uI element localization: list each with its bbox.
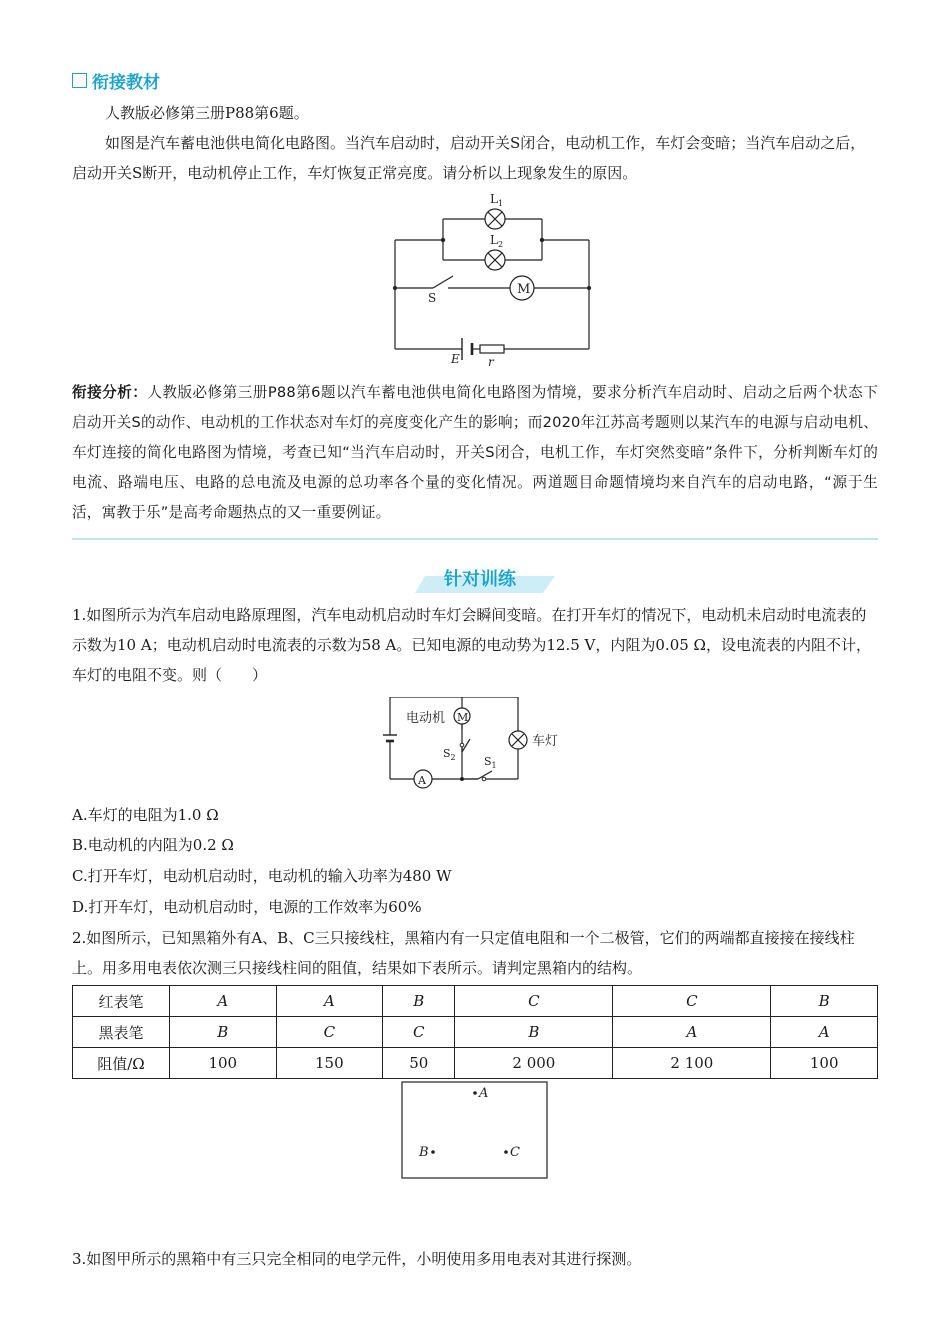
terminal-A: A (479, 1086, 489, 1101)
measurement-table (72, 985, 878, 1079)
table-cell: B (771, 986, 878, 1017)
label-resistor: r (488, 355, 494, 368)
table-cell: B (170, 1017, 277, 1048)
q1-option-c: C.打开车灯，电动机启动时，电动机的输入功率为480 W (72, 867, 452, 885)
q1-option-b: B.电动机的内阻为0.2 Ω (72, 836, 234, 854)
table-cell: C (455, 986, 613, 1017)
table-cell: 100 (771, 1048, 878, 1079)
label-L1: $L_1$ (490, 192, 504, 208)
table-row-header: 红表笔 (73, 986, 170, 1017)
terminal-B: B (419, 1145, 429, 1160)
car-battery-circuit-diagram (380, 188, 600, 368)
q1-option-d: D.打开车灯，电动机启动时，电源的工作效率为60% (72, 898, 422, 916)
table-cell: 2 100 (613, 1048, 771, 1079)
intro-paragraph: 如图是汽车蓄电池供电简化电路图。当汽车启动时，启动开关S闭合，电动机工作，车灯会变暗；当汽车启动之后，启动开关S断开，电动机停止工作，车灯恢复正常亮度。请分析以上现象发生的原因。 (72, 134, 866, 182)
terminal-C: C (510, 1145, 520, 1160)
label-S1: $S_1$ (484, 755, 497, 770)
section-header-text: 衔接教材 (92, 73, 160, 93)
table-cell: 50 (383, 1048, 455, 1079)
q1-stem: 1.如图所示为汽车启动电路原理图，汽车电动机启动时车灯会瞬间变暗。在打开车灯的情况下，电动机未启动时电流表的示数为10 A；电动机启动时电流表的示数为58 A。已知电源的电动势为12.5 V，内阻为0.05 Ω，设电流表的内阻不计，车灯的电阻不变。则（ ） (72, 606, 871, 684)
label-S2: $S_2$ (443, 747, 456, 762)
section-divider (72, 538, 878, 540)
section-header (72, 68, 160, 93)
textbook-ref: 人教版必修第三册P88第6题。 (105, 104, 309, 122)
training-banner-text: 针对训练 (444, 569, 516, 590)
q3-stem: 3.如图甲所示的黑箱中有三只完全相同的电学元件，小明使用多用电表对其进行探测。 (72, 1250, 642, 1268)
table-cell: C (276, 1017, 383, 1048)
table-cell: 100 (170, 1048, 277, 1079)
table-row-header: 阻值/Ω (73, 1048, 170, 1079)
table-cell: A (276, 986, 383, 1017)
table-cell: 2 000 (455, 1048, 613, 1079)
q1-option-a: A.车灯的电阻为1.0 Ω (72, 806, 219, 824)
table-row (73, 986, 878, 1017)
analysis-label: 衔接分析： (72, 384, 148, 401)
checkbox-square-icon (72, 73, 87, 88)
table-cell: A (771, 1017, 878, 1048)
table-cell: C (383, 1017, 455, 1048)
table-row (73, 1017, 878, 1048)
table-cell: A (613, 1017, 771, 1048)
table-cell: 150 (276, 1048, 383, 1079)
analysis-text: 人教版必修第三册P88第6题以汽车蓄电池供电简化电路图为情境，要求分析汽车启动时、启动之后两个状态下启动开关S的动作、电动机的工作状态对车灯的亮度变化产生的影响；而2020年江苏高考题则以某汽车的电源与启动电机、车灯连接的简化电路图为情境，考查已知“当汽车启动时，开关S闭合，电机工作，车灯突然变暗”条件下，分析判断车灯的电流、路端电压、电路的总电流及电源的总功率各个量的变化情况。两道题目命题情境均来自汽车的启动电路，“源于生活，寓教于乐”是高考命题热点的又一重要例证。 (72, 384, 878, 521)
black-box-diagram (400, 1080, 550, 1180)
label-motor-text: 电动机 (406, 711, 446, 726)
table-cell: B (383, 986, 455, 1017)
analysis-paragraph (72, 378, 878, 528)
table-cell: C (613, 986, 771, 1017)
training-banner (415, 566, 555, 594)
table-cell: B (455, 1017, 613, 1048)
label-lamp-text: 车灯 (532, 734, 559, 749)
label-emf: E (451, 352, 460, 366)
table-row-header: 黑表笔 (73, 1017, 170, 1048)
label-switch: S (428, 291, 437, 305)
table-row (73, 1048, 878, 1079)
label-motor-M: M (457, 711, 469, 724)
table-cell: A (170, 986, 277, 1017)
label-ammeter: A (418, 774, 426, 787)
label-L2: $L_2$ (490, 233, 504, 249)
car-start-circuit-diagram (380, 697, 580, 797)
label-motor: M (517, 282, 531, 297)
q2-stem: 2.如图所示，已知黑箱外有A、B、C三只接线柱，黑箱内有一只定值电阻和一个二极管，它们的两端都直接接在接线柱上。用多用电表依次测三只接线柱间的阻值，结果如下表所示。请判定黑箱内的结构。 (72, 929, 855, 977)
